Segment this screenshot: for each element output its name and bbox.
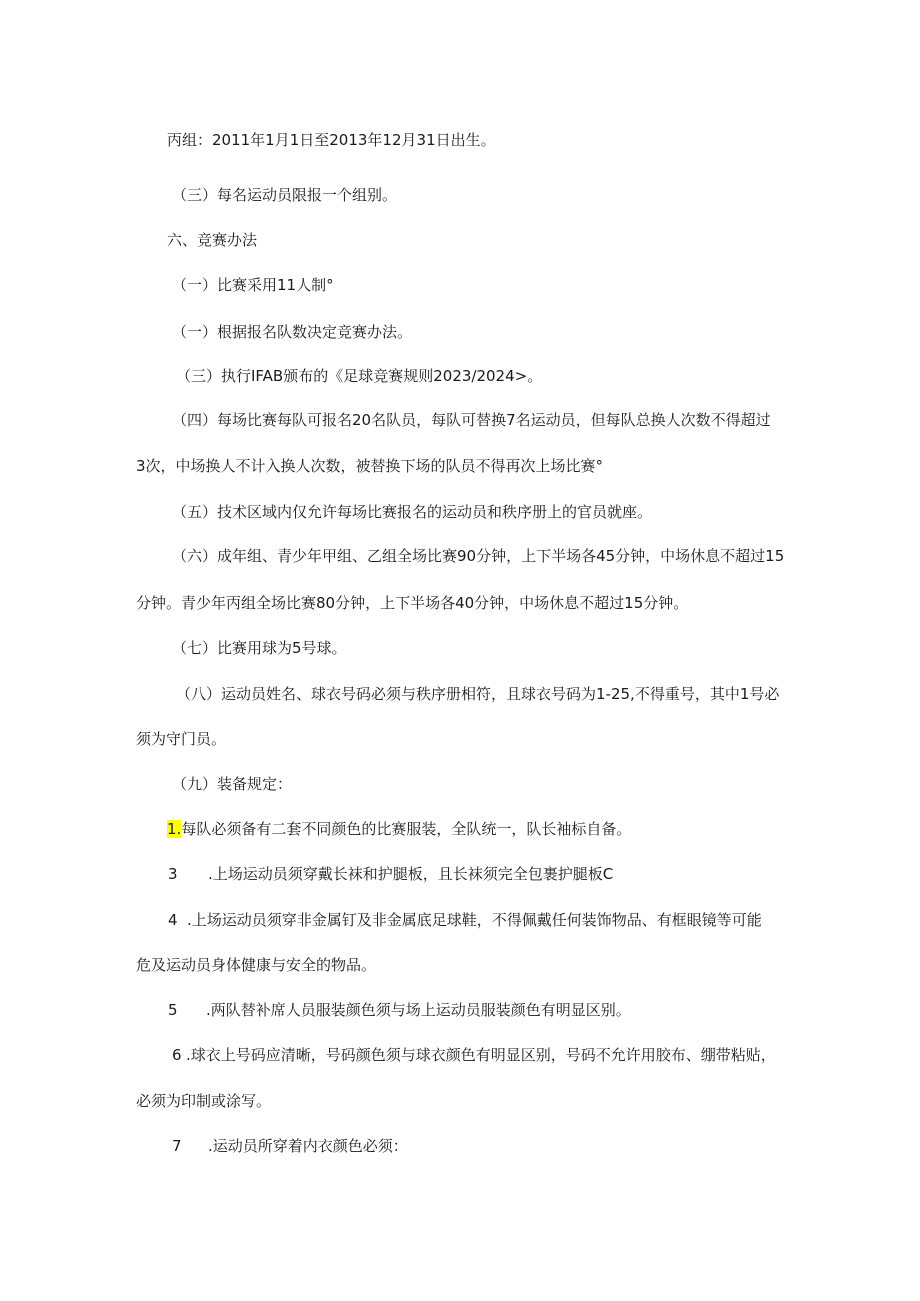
text-line: 危及运动员身体健康与安全的物品。 [136, 956, 377, 974]
text-line: （三）每名运动员限报一个组别。 [172, 186, 398, 204]
list-item-text: .球衣上号码应清晰，号码颜色须与球衣颜色有明显区别，号码不允许用胶布、绷带粘贴， [186, 1046, 776, 1064]
section-heading: 六、竞赛办法 [167, 231, 258, 249]
text-line: （九）装备规定： [172, 775, 293, 793]
text-line: 分钟。青少年丙组全场比赛80分钟，上下半场各40分钟，中场休息不超过15分钟。 [136, 594, 689, 612]
list-item-text: 每队必须备有二套不同颜色的比赛服装，全队统一，队长袖标自备。 [181, 820, 632, 838]
text-line: （五）技术区域内仅允许每场比赛报名的运动员和秩序册上的官员就座。 [172, 503, 653, 521]
list-item-number: 6 [172, 1046, 182, 1064]
text-line: （三）执行IFAB颁布的《足球竞赛规则2023∕2024>。 [176, 367, 543, 385]
highlighted-number: 1. [167, 820, 182, 838]
list-item-text: .上场运动员须穿戴长袜和护腿板，且长袜须完全包裹护腿板C [208, 865, 614, 883]
text-line: 须为守门员。 [136, 730, 227, 748]
list-item-number: 7 [172, 1137, 182, 1155]
text-line: （一）根据报名队数决定竞赛办法。 [172, 323, 413, 341]
text-line: （七）比赛用球为5号球。 [172, 639, 347, 657]
list-item-text: .两队替补席人员服装颜色须与场上运动员服装颜色有明显区别。 [206, 1001, 631, 1019]
text-line: 3次，中场换人不计入换人次数，被替换下场的队员不得再次上场比赛° [136, 457, 604, 475]
list-item-number: 4 [168, 911, 178, 929]
list-item [167, 819, 631, 839]
list-item-text: .运动员所穿着内衣颜色必须： [208, 1137, 408, 1155]
text-line: 必须为印制或涂写。 [136, 1092, 272, 1110]
text-line: （四）每场比赛每队可报名20名队员，每队可替换7名运动员，但每队总换人次数不得超过 [172, 411, 771, 429]
text-line: （八）运动员姓名、球衣号码必须与秩序册相符，且球衣号码为1-25,不得重号，其中1号必 [176, 685, 780, 703]
list-item-number: 3 [168, 865, 178, 883]
text-line: 丙组：2011年1月1日至2013年12月31日出生。 [167, 131, 496, 149]
list-item-text: .上场运动员须穿非金属钉及非金属底足球鞋，不得佩戴任何装饰物品、有框眼镜等可能 [187, 911, 762, 929]
text-line: （一）比赛采用11人制° [172, 276, 334, 294]
list-item-number: 5 [168, 1001, 178, 1019]
text-line: （六）成年组、青少年甲组、乙组全场比赛90分钟，上下半场各45分钟，中场休息不超过15 [172, 547, 785, 565]
